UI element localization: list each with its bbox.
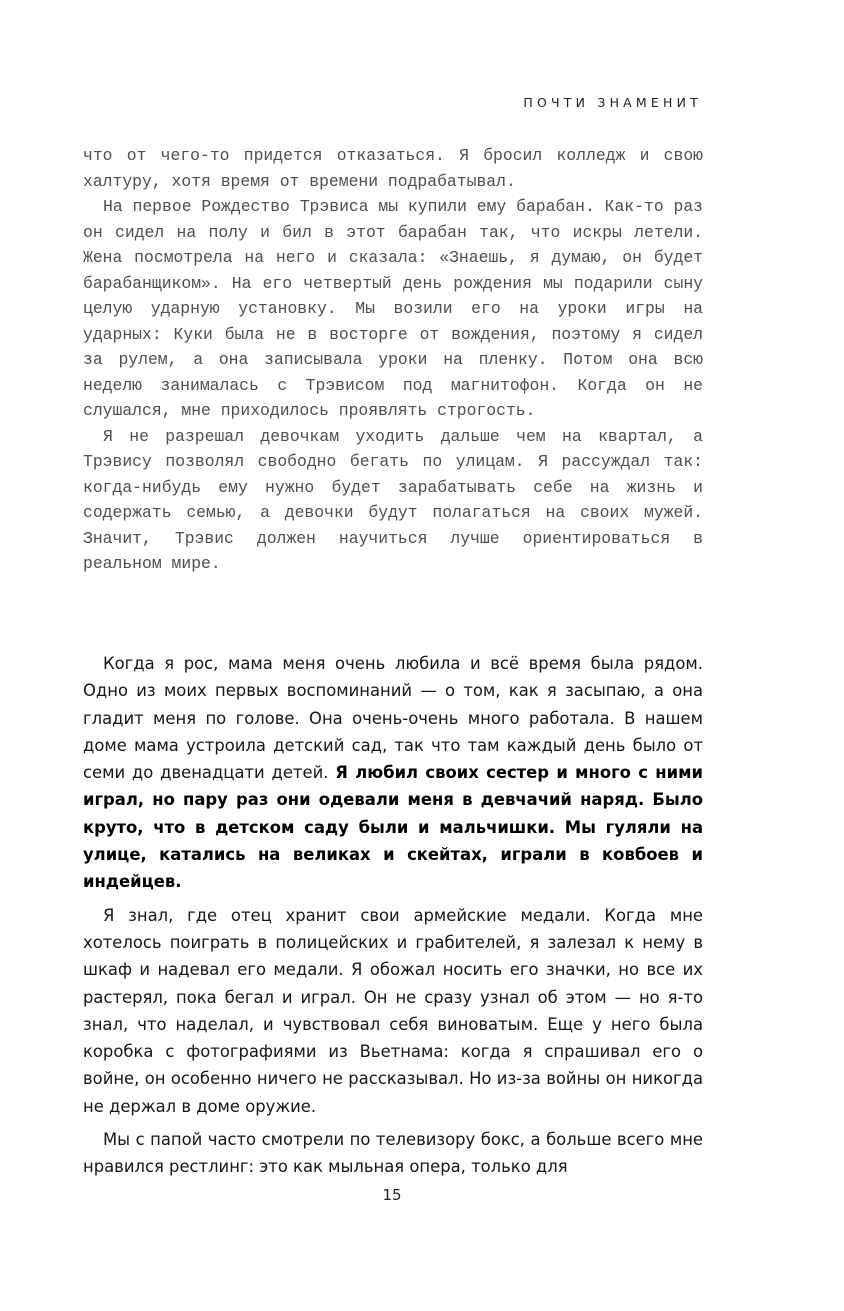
typewriter-text-block [83, 143, 703, 577]
paragraph: Я знал, где отец хранит свои армейские медали. Когда мне хотелось поиграть в полицейских и грабителей, я залезал к нему в шкаф и надевал его медали. Я обожал носить его значки, но все их растерял, пока бегал и играл. Он не сразу узнал об этом — но я-то знал, что наделал, и чувствовал себя виноватым. Еще у него была коробка с фотографиями из Вьетнама: когда я спрашивал его о войне, он особенно ничего не рассказывал. Но из-за войны он никогда не держал в доме оружие. [83, 905, 703, 1116]
body-text-block [83, 650, 703, 1187]
running-head: ПОЧТИ ЗНАМЕНИТ [523, 95, 702, 110]
paragraph [83, 650, 703, 896]
paragraph: Мы с папой часто смотрели по телевизору бокс, а больше всего мне нравился рестлинг: это как мыльная опера, только для [83, 1130, 703, 1177]
paragraph: На первое Рождество Трэвиса мы купили ему барабан. Как-то раз он сидел на полу и бил в этот барабан так, что искры летели. Жена посмотрела на него и сказала: «Знаешь, я думаю, он будет барабанщиком». На его четвертый день рождения мы подарили сыну целую ударную установку. Мы возили его на уроки игры на ударных: Куки была не в восторге от вождения, поэтому я сидел за рулем, а она записывала уроки на пленку. Потом она всю неделю занималась с Трэвисом под магнитофон. Когда он не слушался, мне приходилось проявлять строгость. [83, 197, 703, 420]
regular-text: Когда я рос, мама меня очень любила и всё время была рядом. Одно из моих первых воспоминаний — о том, как я засыпаю, а она гладит меня по голове. Она очень-очень много работала. В нашем доме мама устроила детский сад, так что там каждый день было от семи до двенадцати детей. [83, 654, 703, 783]
bold-text: Я любил своих сестер и много с ними играл, но пару раз они одевали меня в девчачий наряд. Было круто, что в детском саду были и мальчишки. Мы гуляли на улице, катались на великах и скейтах, играли в ковбоев и индейцев. [83, 763, 703, 892]
paragraph: что от чего-то придется отказаться. Я бросил колледж и свою халтуру, хотя время от времени подрабатывал. [83, 146, 703, 191]
page-number: 15 [382, 1186, 402, 1204]
paragraph: Я не разрешал девочкам уходить дальше чем на квартал, а Трэвису позволял свободно бегать по улицам. Я рассуждал так: когда-нибудь ему нужно будет зарабатывать себе на жизнь и содержать семью, а девочки будут полагаться на своих мужей. Значит, Трэвис должен научиться лучше ориентироваться в реальном мире. [83, 426, 703, 573]
